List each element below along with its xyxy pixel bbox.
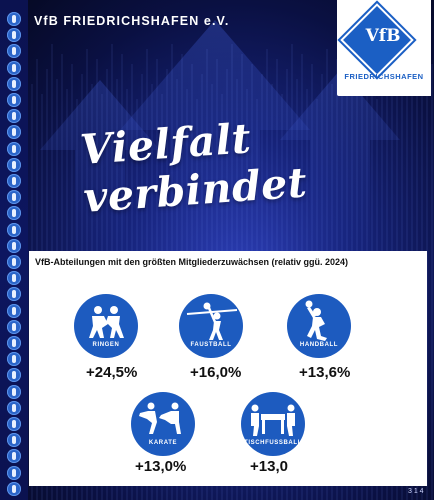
- sport-icon: [7, 28, 21, 42]
- badge-label: FAUSTBALL: [190, 342, 232, 348]
- sport-icon: [7, 206, 21, 220]
- logo-subtitle: FRIEDRICHSHAFEN: [344, 72, 424, 81]
- value-karate: +13,0%: [135, 458, 187, 475]
- sport-icon: [7, 482, 21, 496]
- sport-icon: [7, 255, 21, 269]
- club-name-header: VfB FRIEDRICHSHAFEN e.V.: [34, 14, 230, 28]
- sport-icon: [7, 12, 21, 26]
- sport-icon: [7, 401, 21, 415]
- sport-icon: [7, 433, 21, 447]
- card-title: VfB-Abteilungen mit den größten Mitgliederzuwächsen (relativ ggü. 2024): [35, 257, 349, 267]
- growth-card: [29, 251, 427, 486]
- badge-label: KARATE: [148, 440, 178, 446]
- value-tischfussball: +13,0: [250, 458, 288, 475]
- slogan: Vielfalt verbindet: [78, 114, 309, 222]
- badge-label: RINGEN: [92, 342, 120, 348]
- sport-icon: [7, 190, 21, 204]
- logo-text: VfB: [365, 26, 401, 46]
- sport-icon: [7, 449, 21, 463]
- sport-icon: [7, 239, 21, 253]
- sport-icon: [7, 336, 21, 350]
- badge-label: TISCHFUSSBALL: [244, 440, 302, 446]
- sport-icon: [7, 77, 21, 91]
- sport-icon: [7, 271, 21, 285]
- value-faustball: +16,0%: [190, 364, 242, 381]
- sport-icon: [7, 287, 21, 301]
- wrestling-icon: [74, 294, 138, 358]
- sport-icon: [7, 44, 21, 58]
- value-ringen: +24,5%: [86, 364, 138, 381]
- sport-icon: [7, 93, 21, 107]
- page-number: 3 1 4: [408, 488, 424, 495]
- sport-icon: [7, 417, 21, 431]
- value-handball: +13,6%: [299, 364, 351, 381]
- sport-icon: [7, 352, 21, 366]
- sport-icon: [7, 125, 21, 139]
- sport-icon: [7, 385, 21, 399]
- sport-icon: [7, 368, 21, 382]
- sport-icon: [7, 466, 21, 480]
- sport-icons-sidebar: [0, 0, 28, 500]
- handball-icon: [287, 294, 351, 358]
- sport-icon: [7, 158, 21, 172]
- sport-icon: [7, 174, 21, 188]
- table-football-icon: [241, 392, 305, 456]
- fistball-icon: [179, 294, 243, 358]
- sport-icon: [7, 61, 21, 75]
- karate-icon: [131, 392, 195, 456]
- badge-label: HANDBALL: [299, 342, 339, 348]
- sport-icon: [7, 223, 21, 237]
- sport-icon: [7, 304, 21, 318]
- sport-icon: [7, 109, 21, 123]
- club-logo: [337, 0, 431, 96]
- sport-icon: [7, 142, 21, 156]
- sport-icon: [7, 320, 21, 334]
